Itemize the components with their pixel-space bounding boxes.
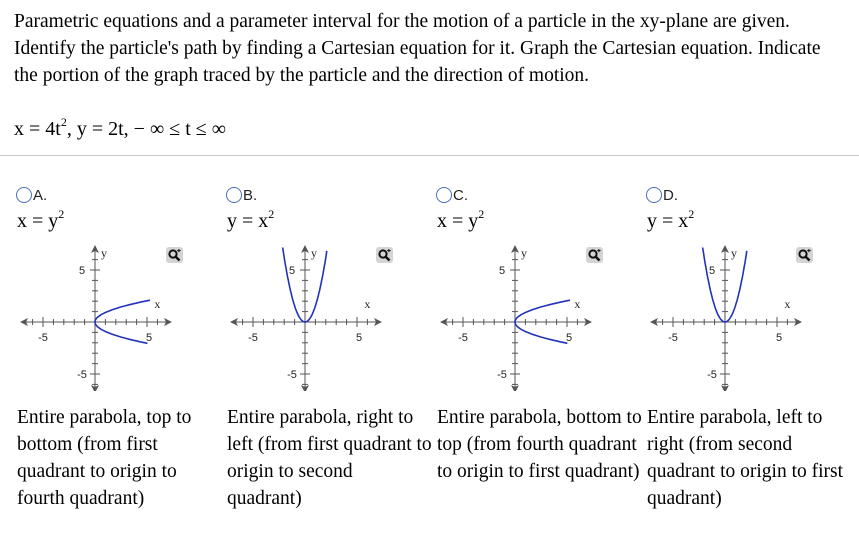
x-axis-label: x: [364, 297, 371, 311]
choice-c: [436, 185, 646, 545]
zoom-button[interactable]: [796, 247, 813, 263]
choice-d-select[interactable]: [646, 185, 678, 205]
y-tick-label-pos: 5: [288, 265, 296, 277]
y-axis-label: y: [731, 246, 737, 260]
choice-equation-base: y = x: [227, 210, 269, 232]
x-tick-label-pos: 5: [145, 332, 153, 344]
choice-graph: [226, 241, 396, 391]
x-tick-label-neg: -5: [38, 332, 48, 344]
choice-graph: [646, 241, 816, 391]
choice-letter: B.: [243, 186, 258, 204]
x-tick-label-neg: -5: [248, 332, 258, 344]
equation-x-exponent: 2: [60, 115, 67, 129]
magnifier-plus-icon: [168, 249, 181, 262]
choice-a-select[interactable]: [16, 185, 47, 205]
choice-equation: [17, 207, 65, 233]
y-tick-label-neg: -5: [287, 369, 297, 381]
y-tick-label-neg: -5: [707, 369, 717, 381]
choice-d: [646, 185, 856, 545]
choice-description: Entire parabola, right to left (from first quadrant to origin to second quadrant): [227, 407, 432, 509]
radio-button[interactable]: [226, 187, 242, 203]
choice-description: Entire parabola, left to right (from second quadrant to origin to first quadrant): [647, 407, 844, 509]
choice-equation-base: y = x: [647, 210, 689, 232]
y-tick-label-pos: 5: [498, 265, 506, 277]
y-tick-label-neg: -5: [77, 369, 87, 381]
given-equation: [14, 115, 226, 141]
zoom-button[interactable]: [586, 247, 603, 263]
magnifier-plus-icon: [378, 249, 391, 262]
choice-equation-exponent: 2: [268, 207, 275, 221]
x-tick-label-neg: -5: [458, 332, 468, 344]
choice-b: [226, 185, 436, 545]
radio-button[interactable]: [646, 187, 662, 203]
divider: [0, 155, 859, 156]
radio-button[interactable]: [436, 187, 452, 203]
choice-c-select[interactable]: [436, 185, 468, 205]
choice-equation-exponent: 2: [478, 207, 485, 221]
choice-equation: [647, 207, 695, 233]
choice-description: Entire parabola, top to bottom (from first quadrant to origin to fourth quadrant): [17, 407, 192, 509]
choice-equation-base: x = y: [17, 210, 59, 232]
zoom-button[interactable]: [376, 247, 393, 263]
choice-letter: D.: [663, 186, 678, 204]
choice-equation: [227, 207, 275, 233]
magnifier-plus-icon: [798, 249, 811, 262]
equation-x: x = 4t: [14, 118, 61, 140]
radio-button[interactable]: [16, 187, 32, 203]
choice-equation: [437, 207, 485, 233]
choice-equation-exponent: 2: [688, 207, 695, 221]
y-axis-label: y: [311, 246, 317, 260]
choice-graph: [16, 241, 186, 391]
y-tick-label-neg: -5: [497, 369, 507, 381]
x-axis-label: x: [574, 297, 581, 311]
y-axis-label: y: [521, 246, 527, 260]
x-tick-label-neg: -5: [668, 332, 678, 344]
x-axis-label: x: [154, 297, 161, 311]
choice-a: [16, 185, 226, 545]
y-tick-label-pos: 5: [78, 265, 86, 277]
choice-graph: [436, 241, 606, 391]
question-text: Parametric equations and a parameter interval for the motion of a particle in the xy-plane are given. Identify the particle's path by finding a Cartesian equation for it. Graph the Cartesian equation. Indicate the portion of the graph traced by the particle and the direction of motion.: [14, 11, 821, 86]
choice-b-select[interactable]: [226, 185, 257, 205]
x-tick-label-pos: 5: [355, 332, 363, 344]
x-axis-label: x: [784, 297, 791, 311]
y-axis-label: y: [101, 246, 107, 260]
choice-equation-base: x = y: [437, 210, 479, 232]
zoom-button[interactable]: [166, 247, 183, 263]
choice-letter: C.: [453, 186, 468, 204]
y-tick-label-pos: 5: [708, 265, 716, 277]
x-tick-label-pos: 5: [565, 332, 573, 344]
choice-description: Entire parabola, bottom to top (from fourth quadrant to origin to first quadrant): [437, 407, 642, 482]
choice-equation-exponent: 2: [58, 207, 65, 221]
x-tick-label-pos: 5: [775, 332, 783, 344]
choice-letter: A.: [33, 186, 48, 204]
magnifier-plus-icon: [588, 249, 601, 262]
equation-rest: , y = 2t, − ∞ ≤ t ≤ ∞: [66, 118, 226, 140]
